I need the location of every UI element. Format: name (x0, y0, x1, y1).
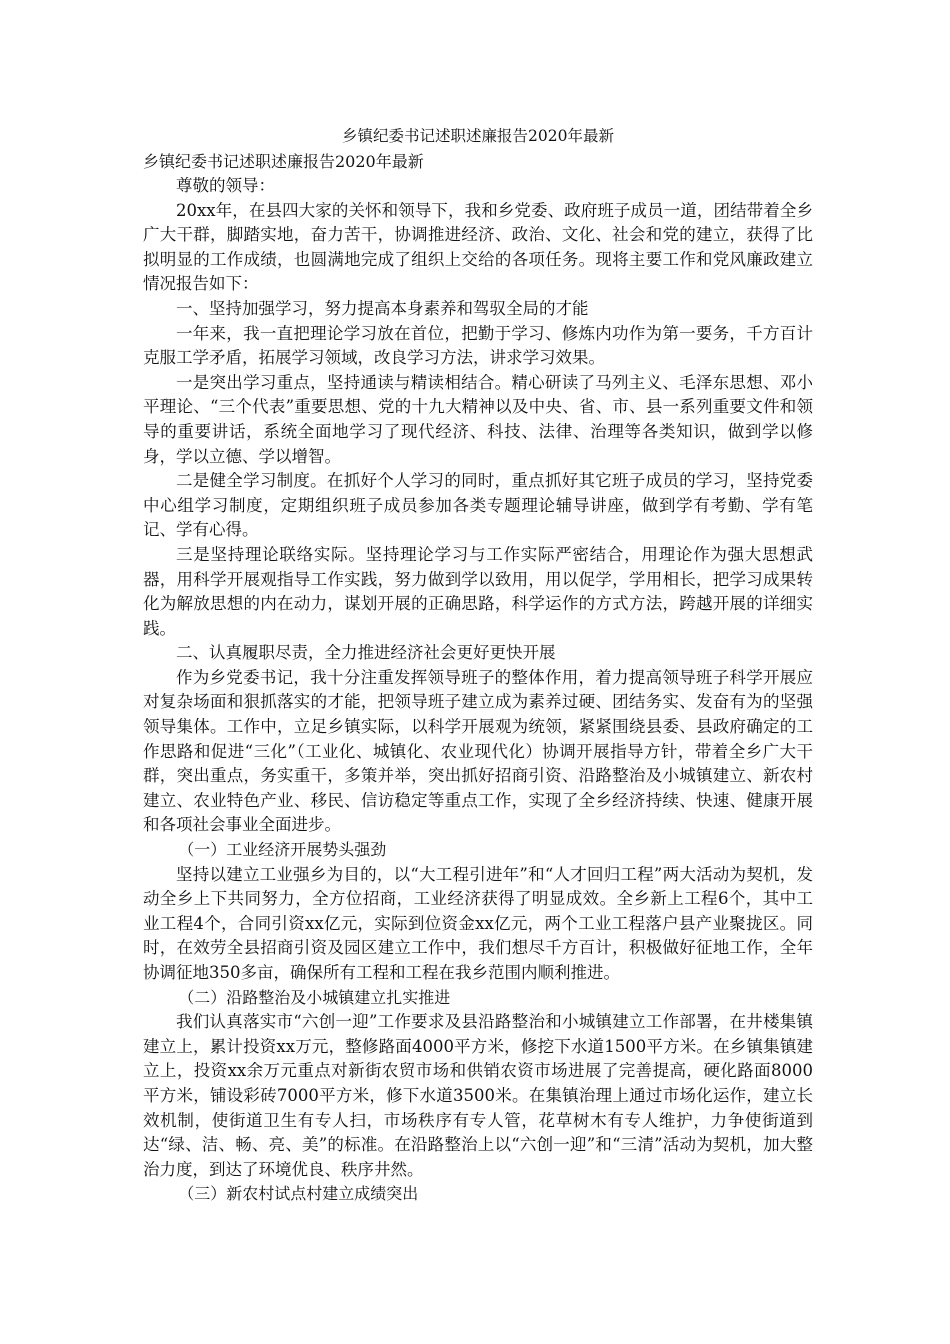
body-paragraph: 一年来，我一直把理论学习放在首位，把勤于学习、修炼内功作为第一要务，千方百计克服工学矛盾，拓展学习领域，改良学习方法，讲求学习效果。 (143, 323, 813, 368)
body-paragraph: 一、坚持加强学习，努力提高本身素养和驾驭全局的才能 (176, 298, 589, 318)
section-subheading: （一）工业经济开展势头强劲 (178, 840, 387, 860)
body-paragraph: 二是健全学习制度。在抓好个人学习的同时，重点抓好其它班子成员的学习，坚持党委中心组学习制度，定期组织班子成员参加各类专题理论辅导讲座，做到学有考勤、学有笔记、学有心得。 (143, 471, 813, 540)
document-subtitle: 乡镇纪委书记述职述廉报告2020年最新 (143, 152, 424, 171)
document-page (143, 123, 813, 1207)
section-subheading: （二）沿路整治及小城镇建立扎实推进 (178, 987, 451, 1007)
body-paragraph: 三是坚持理论联络实际。坚持理论学习与工作实际严密结合，用理论作为强大思想武器，用科学开展观指导工作实践，努力做到学以致用，用以促学，学用相长，把学习成果转化为解放思想的内在动力，谋划开展的正确思路，科学运作的方式方法，跨越开展的详细实践。 (143, 544, 813, 638)
document-body (143, 174, 813, 1207)
body-paragraph: 一是突出学习重点，坚持通读与精读相结合。精心研读了马列主义、毛泽东思想、邓小平理论、“三个代表”重要思想、党的十九大精神以及中央、省、市、县一系列重要文件和领导的重要讲话，系统全面地学习了现代经济、科技、法律、治理等各类知识，做到学以修身，学以立德、学以增智。 (143, 372, 813, 466)
body-paragraph: 尊敬的领导： (176, 176, 275, 195)
body-paragraph: 坚持以建立工业强乡为目的，以“大工程引进年”和“人才回归工程”两大活动为契机，发动全乡上下共同努力，全方位招商，工业经济获得了明显成效。全乡新上工程6个，其中工业工程4个，合同引资xx亿元，实际到位资金xx亿元，两个工业工程落户县产业聚拢区。同时，在效劳全县招商引资及园区建立工作中，我们想尽千方百计，积极做好征地工作，全年协调征地350多亩，确保所有工程和工程在我乡范围内顺利推进。 (143, 864, 813, 982)
body-paragraph: 作为乡党委书记，我十分注重发挥领导班子的整体作用，着力提高领导班子科学开展应对复杂场面和狠抓落实的才能，把领导班子建立成为素养过硬、团结务实、发奋有为的坚强领导集体。工作中，立足乡镇实际，以科学开展观为统领，紧紧围绕县委、县政府确定的工作思路和促进“三化”（工业化、城镇化、农业现代化）协调开展指导方针，带着全乡广大干群，突出重点，务实重干，多策并举，突出抓好招商引资、沿路整治及小城镇建立、新农村建立、农业特色产业、移民、信访稳定等重点工作，实现了全乡经济持续、快速、健康开展和各项社会事业全面进步。 (143, 667, 813, 835)
body-paragraph: 二、认真履职尽责，全力推进经济社会更好更快开展 (176, 643, 556, 663)
body-paragraph: 20xx年，在县四大家的关怀和领导下，我和乡党委、政府班子成员一道，团结带着全乡广大干群，脚踏实地，奋力苦干，协调推进经济、政治、文化、社会和党的建立，获得了比拟明显的工作成绩，也圆满地完成了组织上交给的各项任务。现将主要工作和党风廉政建立情况报告如下： (143, 200, 813, 294)
document-title: 乡镇纪委书记述职述廉报告2020年最新 (342, 127, 614, 145)
body-paragraph: 我们认真落实市“六创一迎”工作要求及县沿路整治和小城镇建立工作部署，在井楼集镇建立上，累计投资xx万元，整修路面4000平方米，修挖下水道1500平方米。在乡镇集镇建立上，投资xx余万元重点对新街农贸市场和供销农资市场进展了完善提高，硬化路面8000平方米，铺设彩砖7000平方米，修下水道3500米。在集镇治理上通过市场化运作，建立长效机制，使街道卫生有专人扫，市场秩序有专人管，花草树木有专人维护，力争使街道到达“绿、洁、畅、亮、美”的标准。在沿路整治上以“六创一迎”和“三清”活动为契机，加大整治力度，到达了环境优良、秩序井然。 (143, 1012, 813, 1179)
section-subheading: （三）新农村试点村建立成绩突出 (178, 1184, 419, 1204)
